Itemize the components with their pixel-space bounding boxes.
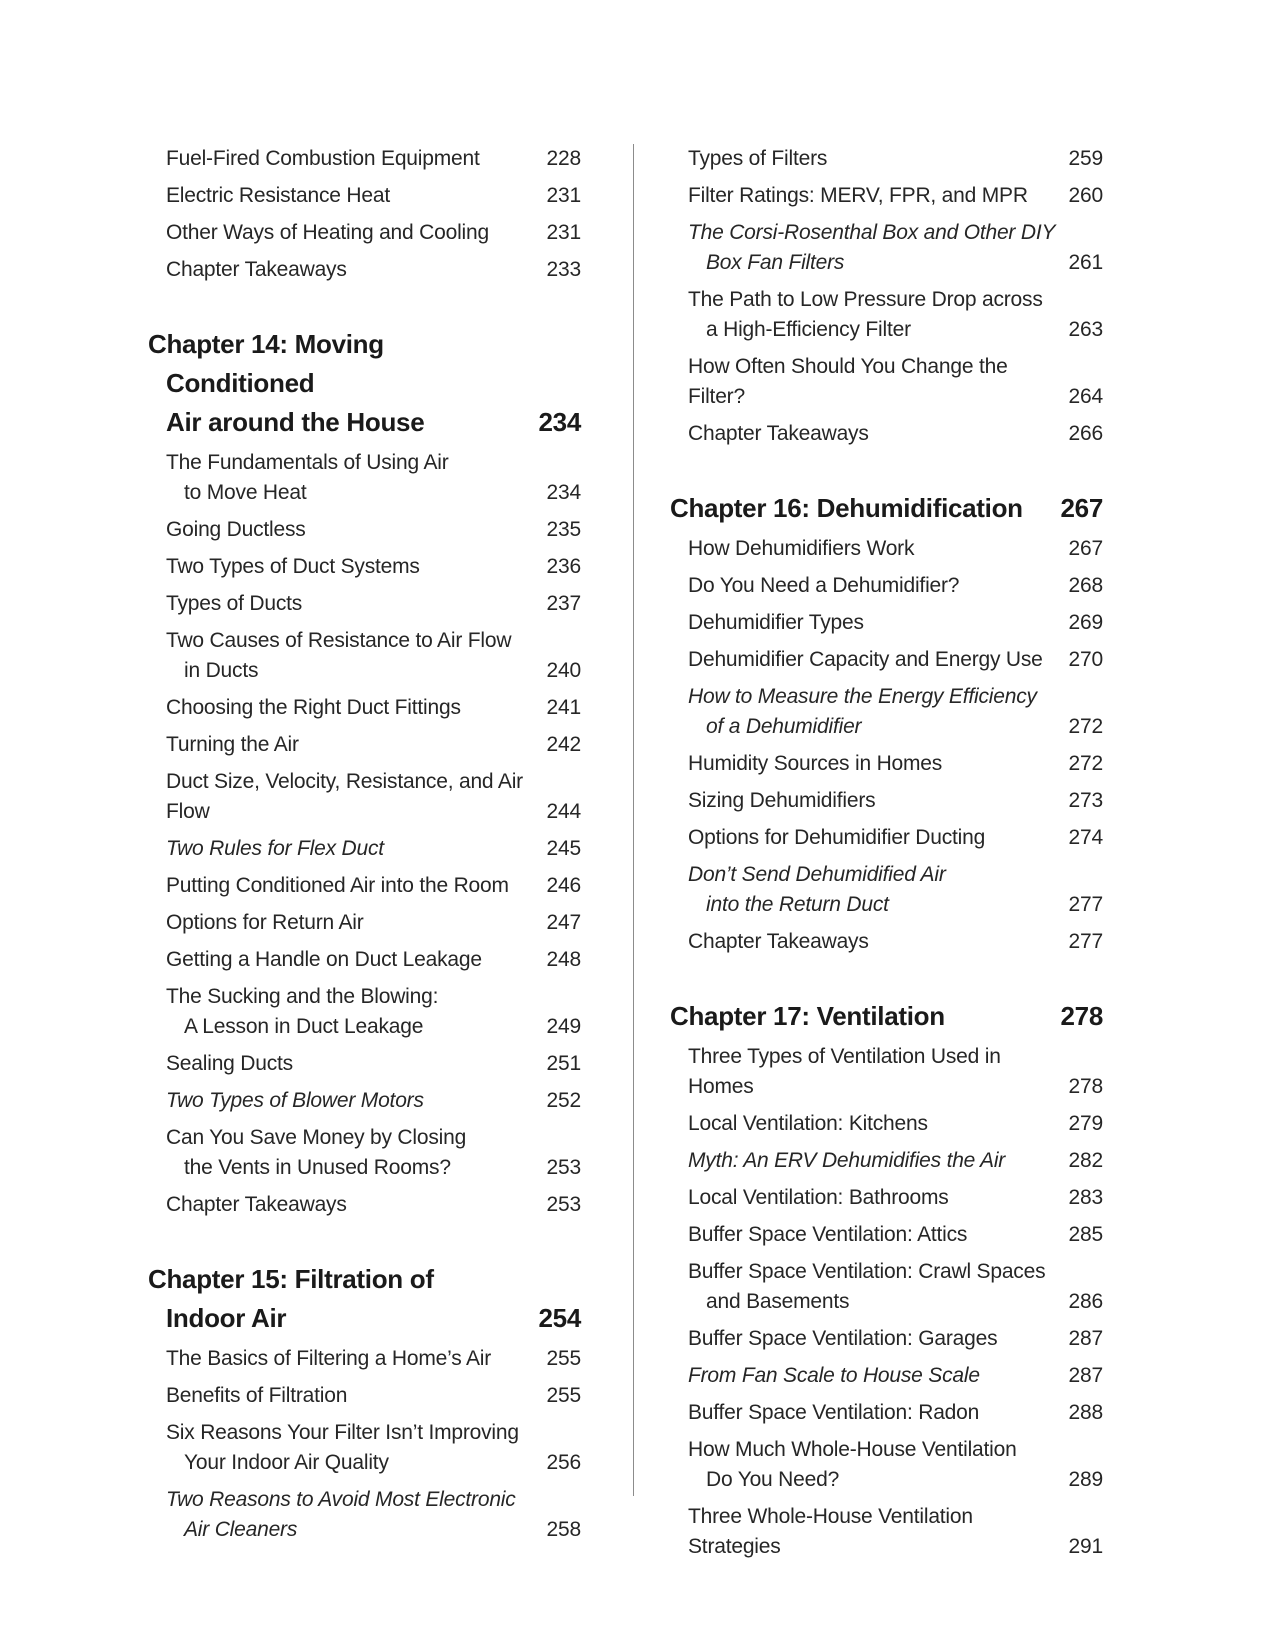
entry-page-number: 231 [546, 221, 581, 244]
entry-title: From Fan Scale to House Scale [688, 1364, 980, 1387]
entry-title: Types of Ducts [166, 592, 303, 615]
toc-entry [148, 1123, 581, 1183]
entry-page-number: 288 [1068, 1401, 1103, 1424]
toc-entry [670, 571, 1103, 601]
entry-title: How to Measure the Energy Efficiency of a Dehumidifier [688, 685, 1037, 738]
toc-entry [670, 1398, 1103, 1428]
toc-entry [148, 1190, 581, 1220]
entry-page-number: 249 [546, 1015, 581, 1038]
toc-entry [670, 1257, 1103, 1317]
entry-page-number: 234 [546, 481, 581, 504]
entry-page-number: 240 [546, 659, 581, 682]
chapter-heading [148, 325, 581, 442]
entry-title: Do You Need a Dehumidifier? [688, 574, 960, 597]
toc-entry [670, 181, 1103, 211]
entry-title: Two Types of Duct Systems [166, 555, 420, 578]
toc-entry [670, 1109, 1103, 1139]
toc-entry [148, 730, 581, 760]
toc-entry [148, 144, 581, 174]
entry-page-number: 263 [1068, 318, 1103, 341]
entry-page-number: 270 [1068, 648, 1103, 671]
entry-title: Duct Size, Velocity, Resistance, and Air Flow [166, 770, 523, 823]
chapter-page-number: 234 [538, 407, 581, 437]
entry-title: The Path to Low Pressure Drop across a High-Efficiency Filter [688, 288, 1043, 341]
toc-entry [148, 589, 581, 619]
entry-page-number: 253 [546, 1156, 581, 1179]
entry-title: Local Ventilation: Kitchens [688, 1112, 928, 1135]
entry-page-number: 255 [546, 1347, 581, 1370]
chapter-heading [148, 1260, 581, 1338]
entry-title: Electric Resistance Heat [166, 184, 390, 207]
toc-left-column [148, 144, 581, 1552]
entry-title: The Basics of Filtering a Home’s Air [166, 1347, 492, 1370]
chapter-page-number: 254 [538, 1303, 581, 1333]
entry-title: Humidity Sources in Homes [688, 752, 943, 775]
entry-title: The Fundamentals of Using Air to Move Heat [166, 451, 449, 504]
toc-entry [670, 645, 1103, 675]
toc-entry [148, 908, 581, 938]
toc-entry [670, 786, 1103, 816]
chapter-page-number: 267 [1060, 493, 1103, 523]
toc-entry [670, 1435, 1103, 1495]
entry-title: Buffer Space Ventilation: Garages [688, 1327, 998, 1350]
toc-entry [148, 945, 581, 975]
entry-page-number: 277 [1068, 930, 1103, 953]
entry-title: Putting Conditioned Air into the Room [166, 874, 509, 897]
toc-entry [148, 1344, 581, 1374]
entry-title: Dehumidifier Types [688, 611, 864, 634]
entry-page-number: 241 [546, 696, 581, 719]
entry-title: Fuel-Fired Combustion Equipment [166, 147, 480, 170]
entry-page-number: 251 [546, 1052, 581, 1075]
toc-right-column [670, 144, 1103, 1569]
entry-title: Chapter Takeaways [166, 258, 347, 281]
entry-page-number: 287 [1068, 1364, 1103, 1387]
entry-title: Local Ventilation: Bathrooms [688, 1186, 949, 1209]
entry-title: Chapter Takeaways [166, 1193, 347, 1216]
entry-page-number: 264 [1068, 385, 1103, 408]
entry-title: Options for Dehumidifier Ducting [688, 826, 986, 849]
entry-title: Buffer Space Ventilation: Crawl Spaces and Basements [688, 1260, 1046, 1313]
chapter-title: Chapter 16: Dehumidification [670, 493, 1023, 523]
entry-title: Chapter Takeaways [688, 422, 869, 445]
entry-page-number: 282 [1068, 1149, 1103, 1172]
chapter-heading [670, 489, 1103, 528]
entry-page-number: 255 [546, 1384, 581, 1407]
chapter-page-number: 278 [1060, 1001, 1103, 1031]
toc-entry [670, 1042, 1103, 1102]
entry-page-number: 231 [546, 184, 581, 207]
toc-entry [148, 448, 581, 508]
entry-title: Other Ways of Heating and Cooling [166, 221, 489, 244]
toc-entry [670, 1361, 1103, 1391]
toc-entry [670, 352, 1103, 412]
toc-entry [670, 1220, 1103, 1250]
toc-entry [148, 181, 581, 211]
toc-entry [670, 823, 1103, 853]
entry-title: Two Types of Blower Motors [166, 1089, 424, 1112]
entry-title: Myth: An ERV Dehumidifies the Air [688, 1149, 1006, 1172]
entry-page-number: 274 [1068, 826, 1103, 849]
entry-page-number: 237 [546, 592, 581, 615]
entry-title: Can You Save Money by Closing the Vents in Unused Rooms? [166, 1126, 467, 1179]
entry-page-number: 266 [1068, 422, 1103, 445]
entry-page-number: 245 [546, 837, 581, 860]
toc-entry [148, 552, 581, 582]
entry-page-number: 279 [1068, 1112, 1103, 1135]
entry-page-number: 256 [546, 1451, 581, 1474]
entry-title: The Corsi-Rosenthal Box and Other DIY Box Fan Filters [688, 221, 1056, 274]
entry-page-number: 283 [1068, 1186, 1103, 1209]
entry-title: Buffer Space Ventilation: Attics [688, 1223, 968, 1246]
toc-entry [670, 1183, 1103, 1213]
toc-entry [670, 218, 1103, 278]
entry-title: Getting a Handle on Duct Leakage [166, 948, 482, 971]
entry-title: How Often Should You Change the Filter? [688, 355, 1008, 408]
entry-page-number: 278 [1068, 1075, 1103, 1098]
entry-title: Turning the Air [166, 733, 299, 756]
entry-page-number: 289 [1068, 1468, 1103, 1491]
entry-page-number: 267 [1068, 537, 1103, 560]
entry-page-number: 228 [546, 147, 581, 170]
toc-entry [148, 1381, 581, 1411]
entry-title: Two Rules for Flex Duct [166, 837, 384, 860]
entry-title: Six Reasons Your Filter Isn’t Improving Your Indoor Air Quality [166, 1421, 519, 1474]
toc-entry [670, 860, 1103, 920]
entry-title: Sealing Ducts [166, 1052, 293, 1075]
entry-title: Dehumidifier Capacity and Energy Use [688, 648, 1043, 671]
entry-page-number: 272 [1068, 752, 1103, 775]
entry-page-number: 291 [1068, 1535, 1103, 1558]
entry-title: Buffer Space Ventilation: Radon [688, 1401, 980, 1424]
entry-page-number: 236 [546, 555, 581, 578]
chapter-title: Chapter 15: Filtration of Indoor Air [148, 1264, 434, 1333]
entry-title: Filter Ratings: MERV, FPR, and MPR [688, 184, 1028, 207]
toc-entry [670, 927, 1103, 957]
entry-title: Choosing the Right Duct Fittings [166, 696, 461, 719]
entry-title: Sizing Dehumidifiers [688, 789, 876, 812]
toc-entry [148, 218, 581, 248]
entry-page-number: 287 [1068, 1327, 1103, 1350]
entry-page-number: 235 [546, 518, 581, 541]
toc-entry [148, 834, 581, 864]
entry-page-number: 253 [546, 1193, 581, 1216]
entry-page-number: 233 [546, 258, 581, 281]
toc-entry [148, 1418, 581, 1478]
entry-page-number: 261 [1068, 251, 1103, 274]
entry-page-number: 242 [546, 733, 581, 756]
entry-title: Two Reasons to Avoid Most Electronic Air Cleaners [166, 1488, 516, 1541]
entry-title: How Dehumidifiers Work [688, 537, 915, 560]
toc-entry [670, 1502, 1103, 1562]
entry-page-number: 272 [1068, 715, 1103, 738]
toc-entry [670, 1146, 1103, 1176]
toc-entry [148, 626, 581, 686]
entry-page-number: 244 [546, 800, 581, 823]
entry-page-number: 277 [1068, 893, 1103, 916]
chapter-heading [670, 997, 1103, 1036]
toc-entry [148, 767, 581, 827]
toc-entry [148, 693, 581, 723]
entry-page-number: 252 [546, 1089, 581, 1112]
entry-page-number: 285 [1068, 1223, 1103, 1246]
entry-title: How Much Whole-House Ventilation Do You Need? [688, 1438, 1017, 1491]
toc-entry [670, 419, 1103, 449]
toc-entry [670, 144, 1103, 174]
toc-entry [670, 534, 1103, 564]
entry-page-number: 247 [546, 911, 581, 934]
entry-page-number: 259 [1068, 147, 1103, 170]
entry-page-number: 273 [1068, 789, 1103, 812]
toc-entry [148, 1485, 581, 1545]
chapter-title: Chapter 14: Moving Conditioned Air around the House [148, 329, 425, 437]
entry-title: Going Ductless [166, 518, 306, 541]
entry-page-number: 286 [1068, 1290, 1103, 1313]
entry-title: Two Causes of Resistance to Air Flow in Ducts [166, 629, 512, 682]
entry-title: Three Types of Ventilation Used in Homes [688, 1045, 1001, 1098]
entry-page-number: 258 [546, 1518, 581, 1541]
entry-title: Chapter Takeaways [688, 930, 869, 953]
toc-entry [670, 749, 1103, 779]
entry-page-number: 260 [1068, 184, 1103, 207]
toc-entry [670, 285, 1103, 345]
toc-entry [670, 682, 1103, 742]
toc-entry [670, 1324, 1103, 1354]
entry-title: The Sucking and the Blowing: A Lesson in Duct Leakage [166, 985, 439, 1038]
entry-title: Options for Return Air [166, 911, 364, 934]
column-divider [633, 144, 634, 1496]
toc-entry [670, 608, 1103, 638]
entry-page-number: 268 [1068, 574, 1103, 597]
toc-entry [148, 515, 581, 545]
toc-entry [148, 871, 581, 901]
toc-entry [148, 982, 581, 1042]
entry-title: Types of Filters [688, 147, 828, 170]
toc-entry [148, 1086, 581, 1116]
entry-title: Don’t Send Dehumidified Air into the Return Duct [688, 863, 946, 916]
entry-title: Three Whole-House Ventilation Strategies [688, 1505, 973, 1558]
entry-page-number: 246 [546, 874, 581, 897]
toc-entry [148, 1049, 581, 1079]
toc-entry [148, 255, 581, 285]
chapter-title: Chapter 17: Ventilation [670, 1001, 945, 1031]
entry-page-number: 248 [546, 948, 581, 971]
entry-page-number: 269 [1068, 611, 1103, 634]
entry-title: Benefits of Filtration [166, 1384, 348, 1407]
